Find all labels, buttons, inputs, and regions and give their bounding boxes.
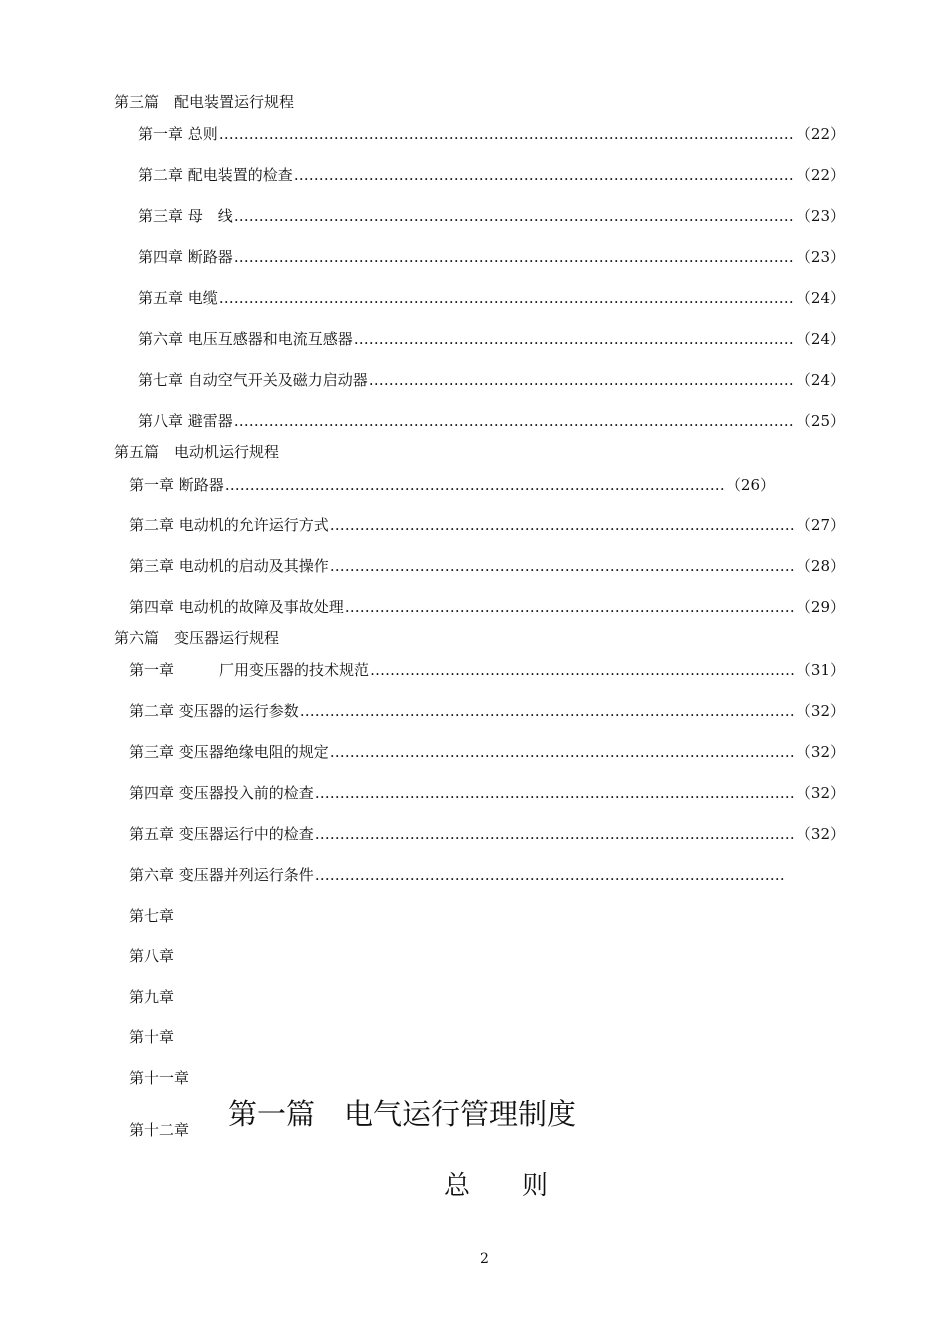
toc-entry-page: （28） xyxy=(795,557,845,575)
toc-entry-page: （24） xyxy=(795,330,845,348)
toc-entry[interactable] xyxy=(129,824,845,844)
toc-chapter-12[interactable]: 第十二章 xyxy=(129,1121,190,1139)
leader-dots xyxy=(315,824,795,844)
toc-entry-label: 第四章 变压器投入前的检查 xyxy=(129,784,314,802)
toc-entry-page: （26） xyxy=(725,476,775,494)
toc-entry-label: 第一章 断路器 xyxy=(129,476,224,494)
toc-entry-page: （22） xyxy=(795,166,845,184)
toc-entry-page: （32） xyxy=(795,784,845,802)
toc-entry-label: 第五章 电缆 xyxy=(138,289,218,307)
part-title-3: 第三篇 配电装置运行规程 xyxy=(114,93,295,111)
toc-entry[interactable] xyxy=(129,660,845,680)
toc-entry-label: 第六章 变压器并列运行条件 xyxy=(129,866,314,884)
leader-dots xyxy=(315,783,795,803)
leader-dots xyxy=(354,329,795,349)
toc-entry-page: （25） xyxy=(795,412,845,430)
leader-dots xyxy=(219,124,795,144)
leader-dots xyxy=(300,701,795,721)
toc-entry[interactable] xyxy=(138,329,845,349)
toc-entry-label: 第四章 断路器 xyxy=(138,248,233,266)
toc-entry[interactable] xyxy=(129,742,845,762)
toc-entry-page: （32） xyxy=(795,702,845,720)
toc-chapter-10[interactable]: 第十章 xyxy=(129,1028,175,1046)
leader-dots xyxy=(234,247,795,267)
toc-entry[interactable] xyxy=(129,783,845,803)
toc-entry-label: 第二章 配电装置的检查 xyxy=(138,166,293,184)
toc-entry[interactable] xyxy=(138,288,845,308)
toc-entry-label: 第六章 电压互感器和电流互感器 xyxy=(138,330,353,348)
part-title-5: 第五篇 电动机运行规程 xyxy=(114,443,280,461)
leader-dots xyxy=(234,206,795,226)
main-title: 第一篇 电气运行管理制度 xyxy=(228,1097,577,1131)
toc-entry-label: 第三章 电动机的启动及其操作 xyxy=(129,557,329,575)
toc-entry-label: 第三章 变压器绝缘电阻的规定 xyxy=(129,743,329,761)
toc-entry-page: （27） xyxy=(795,516,845,534)
page-number: 2 xyxy=(480,1251,489,1267)
toc-entry-page: （24） xyxy=(795,289,845,307)
toc-entry[interactable] xyxy=(129,556,845,576)
leader-dots xyxy=(330,742,795,762)
toc-entry-label: 第七章 自动空气开关及磁力启动器 xyxy=(138,371,368,389)
leader-dots xyxy=(330,556,795,576)
toc-entry-page: （29） xyxy=(795,598,845,616)
toc-entry[interactable] xyxy=(138,165,845,185)
toc-entry-page: （22） xyxy=(795,125,845,143)
toc-entry[interactable] xyxy=(138,411,845,431)
toc-chapter-8[interactable]: 第八章 xyxy=(129,947,175,965)
toc-entry-page: （24） xyxy=(795,371,845,389)
toc-entry-page: （23） xyxy=(795,207,845,225)
toc-entry[interactable] xyxy=(138,247,845,267)
toc-entry[interactable] xyxy=(129,475,775,495)
toc-entry-page: （23） xyxy=(795,248,845,266)
leader-dots xyxy=(345,597,795,617)
leader-dots xyxy=(330,515,795,535)
toc-chapter-9[interactable]: 第九章 xyxy=(129,988,175,1006)
toc-entry-page: （32） xyxy=(795,743,845,761)
leader-dots xyxy=(315,865,784,885)
toc-entry[interactable] xyxy=(129,701,845,721)
leader-dots xyxy=(225,475,725,495)
toc-entry-label: 第三章 母 线 xyxy=(138,207,233,225)
leader-dots xyxy=(370,660,795,680)
toc-entry-label: 第二章 变压器的运行参数 xyxy=(129,702,299,720)
toc-entry-label: 第二章 电动机的允许运行方式 xyxy=(129,516,329,534)
toc-entry-page: （31） xyxy=(795,661,845,679)
toc-entry[interactable] xyxy=(129,597,845,617)
leader-dots xyxy=(369,370,795,390)
toc-entry[interactable] xyxy=(138,124,845,144)
toc-chapter-7[interactable]: 第七章 xyxy=(129,907,175,925)
section-title: 总 则 xyxy=(444,1171,549,1201)
toc-entry[interactable] xyxy=(129,515,845,535)
leader-dots xyxy=(234,411,795,431)
part-title-6: 第六篇 变压器运行规程 xyxy=(114,629,280,647)
toc-entry-label: 第一章 厂用变压器的技术规范 xyxy=(129,661,370,679)
toc-entry-label: 第一章 总则 xyxy=(138,125,218,143)
toc-entry[interactable] xyxy=(138,370,845,390)
leader-dots xyxy=(219,288,795,308)
toc-entry[interactable] xyxy=(129,865,785,885)
toc-entry-page: （32） xyxy=(795,825,845,843)
toc-entry-label: 第四章 电动机的故障及事故处理 xyxy=(129,598,344,616)
leader-dots xyxy=(294,165,795,185)
toc-entry[interactable] xyxy=(138,206,845,226)
toc-entry-label: 第八章 避雷器 xyxy=(138,412,233,430)
toc-chapter-11[interactable]: 第十一章 xyxy=(129,1069,190,1087)
toc-entry-label: 第五章 变压器运行中的检查 xyxy=(129,825,314,843)
